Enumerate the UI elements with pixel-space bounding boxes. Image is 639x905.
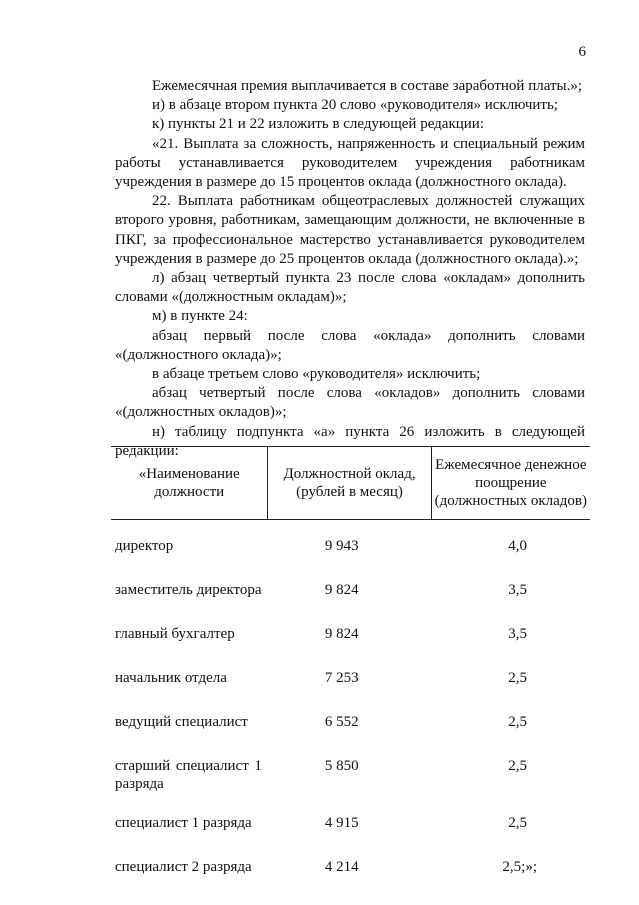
table-row: [111, 849, 590, 893]
bonus-cell: 2,5: [508, 670, 527, 686]
table-header-row: [111, 447, 590, 520]
paragraph: абзац четвертый после слова «окладов» дополнить словами «(должностных окладов)»;: [115, 385, 585, 421]
paragraph: л) абзац четвертый пункта 23 после слова «окладам» дополнить словами «(должностным окладам)»;: [115, 270, 585, 306]
bonus-cell: 2,5: [508, 714, 527, 730]
table-row: [111, 520, 590, 573]
position-cell: специалист 2 разряда: [115, 859, 252, 875]
salary-cell: 4 915: [324, 815, 359, 831]
paragraph: м) в пункте 24:: [152, 308, 248, 325]
body-text: [115, 77, 585, 461]
position-cell: старший специалист 1 разряда: [115, 758, 262, 792]
paragraph: и) в абзаце втором пункта 20 слово «руководителя» исключить;: [152, 97, 558, 114]
salary-cell: 7 253: [324, 670, 359, 686]
salary-table: [111, 446, 590, 893]
position-cell: главный бухгалтер: [115, 626, 235, 642]
header-position: «Наименование должности: [111, 447, 268, 520]
header-salary: Должностной оклад, (рублей в месяц): [268, 447, 431, 520]
table-row: [111, 660, 590, 704]
page-number: 6: [578, 44, 586, 60]
position-cell: начальник отдела: [115, 670, 227, 686]
bonus-cell: 2,5;»;: [502, 859, 537, 875]
position-cell: заместитель директора: [115, 582, 262, 598]
paragraph: абзац первый после слова «оклада» дополнить словами «(должностного оклада)»;: [115, 327, 585, 363]
bonus-cell: 3,5: [508, 582, 527, 598]
position-cell: директор: [115, 538, 174, 554]
bonus-cell: 4,0: [508, 538, 527, 554]
paragraph: Ежемесячная премия выплачивается в составе заработной платы.»;: [152, 78, 583, 94]
salary-cell: 6 552: [324, 714, 359, 730]
header-bonus: Ежемесячное денежное поощрение (должностных окладов): [431, 447, 590, 520]
position-cell: специалист 1 разряда: [115, 815, 252, 831]
bonus-cell: 2,5: [508, 815, 527, 831]
table-row: [111, 748, 590, 805]
paragraph: н) таблицу подпункта «а» пункта 26 изложить в следующей редакции:: [115, 423, 585, 459]
paragraph: к) пункты 21 и 22 изложить в следующей редакции:: [152, 116, 484, 133]
paragraph: «21. Выплата за сложность, напряженность и специальный режим работы устанавливается руководителем учреждения работникам учреждения в размере до 15 процентов оклада (должностного оклада).: [115, 135, 585, 191]
salary-cell: 5 850: [324, 758, 359, 774]
table-row: [111, 704, 590, 748]
bonus-cell: 3,5: [508, 626, 527, 642]
salary-cell: 9 824: [324, 626, 359, 642]
salary-cell: 9 943: [324, 538, 359, 554]
salary-cell: 9 824: [324, 582, 359, 598]
paragraph: 22. Выплата работникам общеотраслевых должностей служащих второго уровня, работникам, замещающим должности, не включенные в ПКГ, за профессиональное мастерство устанавливается руководителем учреждения в размере до 25 процентов оклада (должностного оклада).»;: [115, 193, 585, 267]
bonus-cell: 2,5: [508, 758, 527, 774]
salary-cell: 4 214: [324, 859, 359, 875]
table-row: [111, 805, 590, 849]
paragraph: в абзаце третьем слово «руководителя» исключить;: [152, 366, 481, 383]
table-row: [111, 572, 590, 616]
position-cell: ведущий специалист: [115, 714, 248, 730]
table-row: [111, 616, 590, 660]
